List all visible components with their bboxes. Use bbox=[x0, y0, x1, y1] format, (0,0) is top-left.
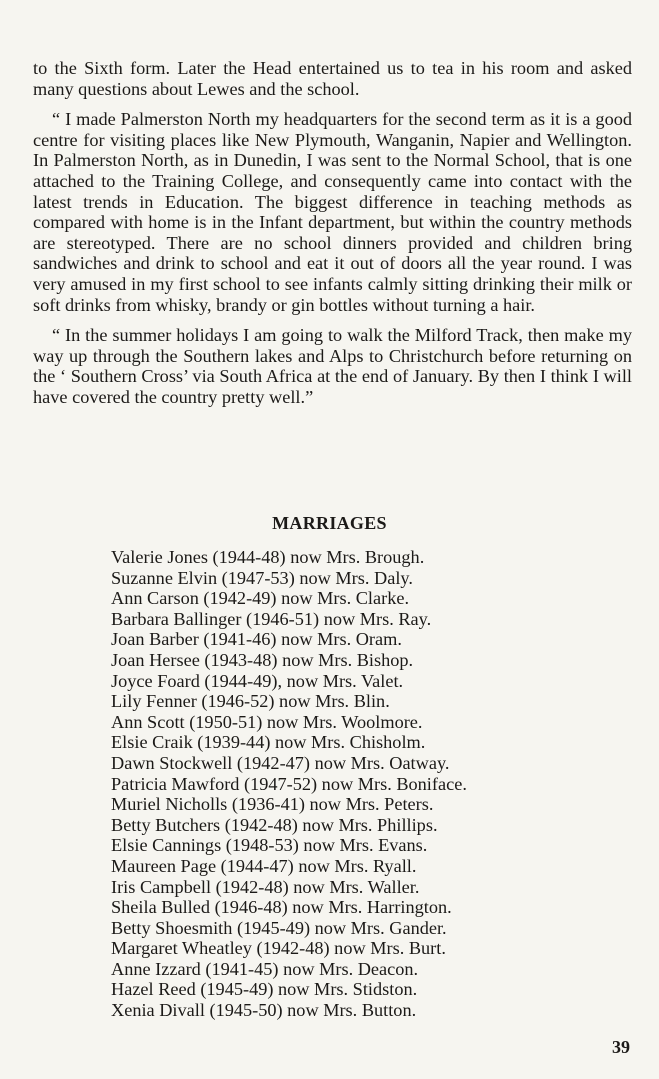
marriage-entry: Joan Hersee (1943-48) now Mrs. Bishop. bbox=[111, 649, 414, 670]
marriage-entry: Elsie Craik (1939-44) now Mrs. Chisholm. bbox=[111, 732, 426, 753]
marriage-entry: Betty Butchers (1942-48) now Mrs. Phillips. bbox=[111, 814, 438, 835]
marriage-entry: Betty Shoesmith (1945-49) now Mrs. Gander. bbox=[111, 917, 447, 938]
marriage-entry: Dawn Stockwell (1942-47) now Mrs. Oatway. bbox=[111, 752, 450, 773]
marriage-entry: Sheila Bulled (1946-48) now Mrs. Harrington. bbox=[111, 897, 452, 918]
marriage-entry: Ann Scott (1950-51) now Mrs. Woolmore. bbox=[111, 711, 423, 732]
marriage-entry: Joan Barber (1941-46) now Mrs. Oram. bbox=[111, 629, 402, 650]
marriage-entry: Iris Campbell (1942-48) now Mrs. Waller. bbox=[111, 876, 420, 897]
marriage-entry: Muriel Nicholls (1936-41) now Mrs. Peters. bbox=[111, 794, 434, 815]
paragraph-continuation: to the Sixth form. Later the Head entertained us to tea in his room and asked many questions about Lewes and the school. bbox=[33, 58, 632, 99]
marriage-entry: Suzanne Elvin (1947-53) now Mrs. Daly. bbox=[111, 567, 413, 588]
marriage-entry: Barbara Ballinger (1946-51) now Mrs. Ray. bbox=[111, 608, 432, 629]
marriage-entry: Xenia Divall (1945-50) now Mrs. Button. bbox=[111, 1000, 417, 1021]
paragraph-palmerston-north: “ I made Palmerston North my headquarters for the second term as it is a good centre for visiting places like New Plymouth, Wanganin, Napier and Wellington. In Palmerston North, as in Dunedin, I was sent to the Normal School, that is one attached to the Training College, and consequently came into contact with the latest trends in Education. The biggest difference in teaching methods as compared with home is in the Infant department, but within the country methods are stereotyped. There are no school dinners provided and children bring sandwiches and drink to school and eat it out of doors all the year round. I was very amused in my first school to see infants calmly sitting drinking their milk or soft drinks from whisky, brandy or gin bottles without turning a hair. bbox=[33, 109, 632, 315]
page-number: 39 bbox=[612, 1037, 630, 1057]
letter-text bbox=[33, 58, 632, 418]
marriage-entry: Anne Izzard (1941-45) now Mrs. Deacon. bbox=[111, 958, 419, 979]
paragraph-summer-holidays: “ In the summer holidays I am going to walk the Milford Track, then make my way up through the Southern lakes and Alps to Christchurch before returning on the ‘ Southern Cross’ via South Africa at the end of January. By then I think I will have covered the country pretty well.” bbox=[33, 325, 632, 407]
marriage-entry: Margaret Wheatley (1942-48) now Mrs. Burt. bbox=[111, 938, 446, 959]
marriage-entry: Elsie Cannings (1948-53) now Mrs. Evans. bbox=[111, 835, 428, 856]
marriage-entry: Hazel Reed (1945-49) now Mrs. Stidston. bbox=[111, 979, 418, 1000]
marriages-list bbox=[111, 547, 581, 1021]
marriages-heading: MARRIAGES bbox=[272, 513, 387, 533]
marriage-entry: Joyce Foard (1944-49), now Mrs. Valet. bbox=[111, 670, 404, 691]
marriage-entry: Ann Carson (1942-49) now Mrs. Clarke. bbox=[111, 588, 410, 609]
marriage-entry: Maureen Page (1944-47) now Mrs. Ryall. bbox=[111, 855, 417, 876]
marriage-entry: Valerie Jones (1944-48) now Mrs. Brough. bbox=[111, 547, 425, 567]
marriage-entry: Lily Fenner (1946-52) now Mrs. Blin. bbox=[111, 691, 390, 712]
marriage-entry: Patricia Mawford (1947-52) now Mrs. Boniface. bbox=[111, 773, 467, 794]
